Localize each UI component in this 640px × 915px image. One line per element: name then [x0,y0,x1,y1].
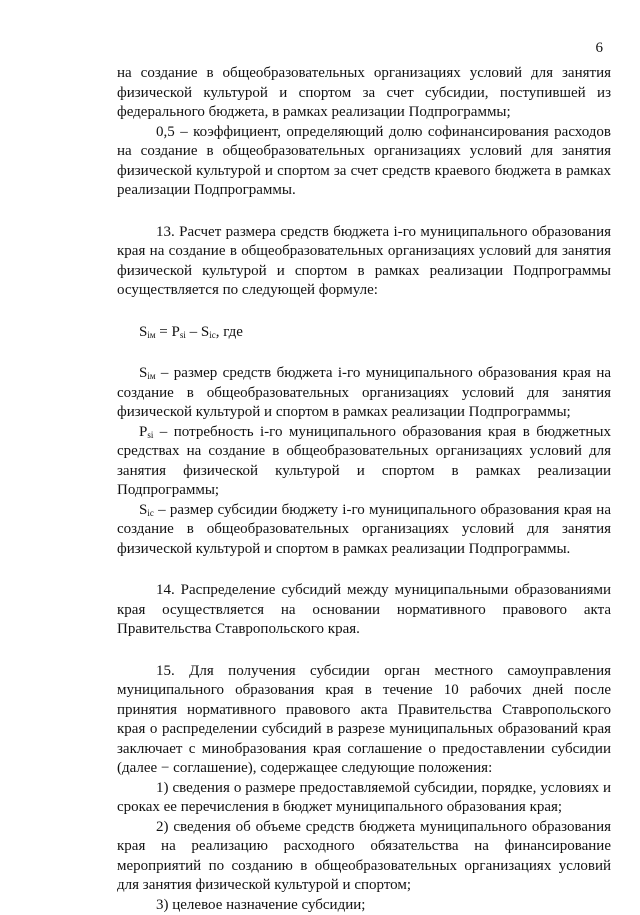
list-item-3: 3) целевое назначение субсидии; [117,896,611,915]
paragraph-coefficient: 0,5 – коэффициент, определяющий долю софинансирования расходов на создание в общеобразовательных организациях условий для занятия физической культурой и спортом за счет средств краевого бюджета в рамках реализации Подпрограммы. [117,123,611,201]
def-s-ic-sub: ic [147,508,154,518]
definition-s-ic [117,501,611,560]
formula-tail: , где [216,324,243,340]
definition-s-im [117,364,611,423]
formula-minus-s: – S [186,324,209,340]
formula [117,323,611,343]
def-s-im-sub: iм [147,371,155,381]
document-body [117,64,611,915]
def-p-si-sub: si [147,430,153,440]
list-item-1: 1) сведения о размере предоставляемой субсидии, порядке, условиях и сроках ее перечисления в бюджет муниципального образования края; [117,779,611,818]
paragraph-15: 15. Для получения субсидии орган местного самоуправления муниципального образования края в течение 10 рабочих дней после принятия нормативного правового акта Правительства Ставропольского края о распределении субсидий в разрезе муниципальных образований края заключает с минобразования края соглашение о предоставлении субсидии (далее − соглашение), содержащее следующие положения: [117,662,611,779]
definition-p-si [117,423,611,501]
formula-s-symbol: S [139,324,147,340]
formula-sub-si: si [180,330,186,340]
def-s-ic-symbol: S [139,502,147,518]
formula-sub-ic: ic [209,330,216,340]
def-p-si-symbol: P [139,424,147,440]
paragraph-continuation: на создание в общеобразовательных организациях условий для занятия физической культурой и спортом за счет субсидии, поступившей из федерального бюджета, в рамках реализации Подпрограммы; [117,64,611,123]
list-item-2: 2) сведения об объеме средств бюджета муниципального образования края на реализацию расходного обязательства на финансирование мероприятий по созданию в общеобразовательных организациях условий для занятия физической культурой и спортом; [117,818,611,896]
def-s-im-symbol: S [139,365,147,381]
def-p-si-text: – потребность i-го муниципального образования края в бюджетных средствах на создание в общеобразовательных организациях условий для занятия физической культурой и спортом в рамках реализации Подпрограммы; [117,424,611,499]
formula-sub-im: iм [147,330,155,340]
def-s-im-text: – размер средств бюджета i-го муниципального образования края на создание в общеобразовательных организациях условий для занятия физической культурой и спортом в рамках реализации Подпрограммы; [117,365,611,420]
paragraph-14: 14. Распределение субсидий между муниципальными образованиями края осуществляется на основании нормативного правового акта Правительства Ставропольского края. [117,581,611,640]
paragraph-13: 13. Расчет размера средств бюджета i-го муниципального образования края на создание в общеобразовательных организациях условий для занятия физической культурой и спортом в рамках реализации Подпрограммы осуществляется по следующей формуле: [117,223,611,301]
formula-eq-p: = P [156,324,180,340]
page-number: 6 [596,38,604,58]
def-s-ic-text: – размер субсидии бюджету i-го муниципального образования края на создание в общеобразовательных организациях условий для занятия физической культурой и спортом в рамках реализации Подпрограммы. [117,502,611,557]
